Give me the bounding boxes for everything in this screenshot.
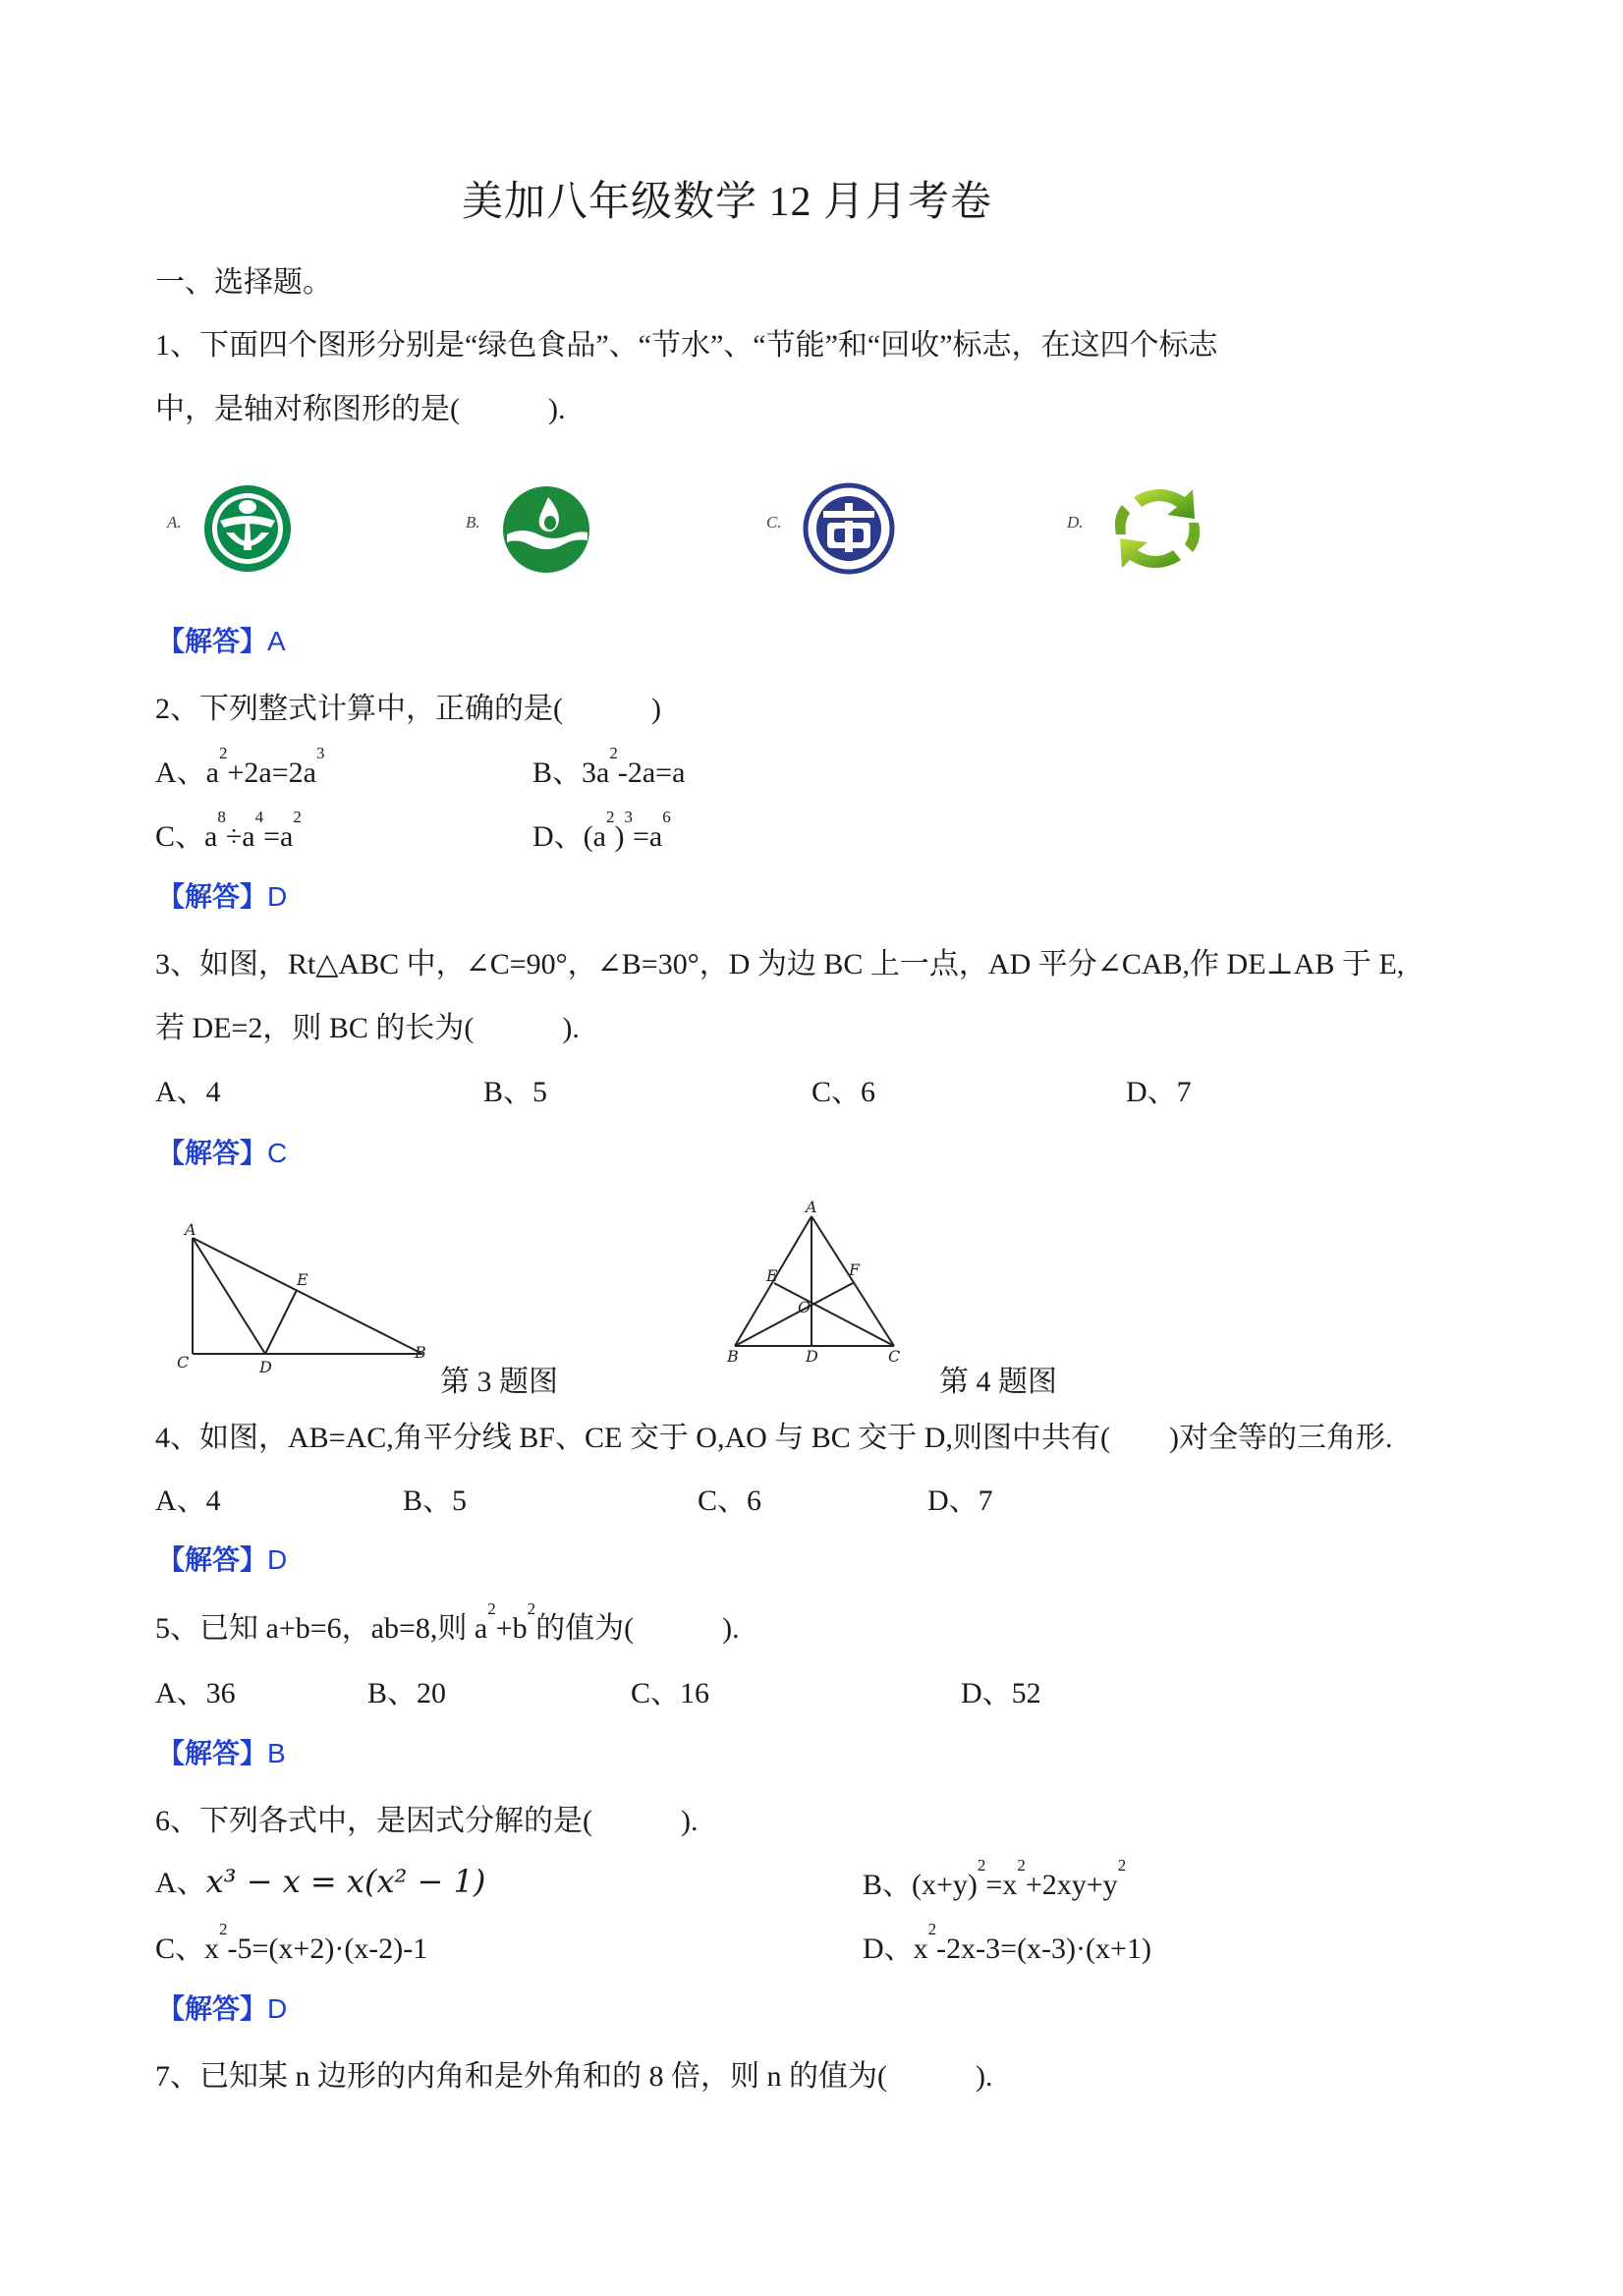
q2c-exp2: 4 (254, 808, 264, 826)
recycle-logo (1104, 477, 1210, 580)
q5-option-d: D、52 (961, 1677, 1041, 1709)
answer-bracket: 【解答】 (157, 626, 268, 656)
q2c-mid: ÷a (225, 820, 255, 853)
q6c-p2: -5=(x+2)·(x-2)-1 (227, 1932, 428, 1965)
answer-bracket: 【解答】 (157, 1138, 268, 1168)
q6-option-b-label: B、 (863, 1869, 913, 1901)
fig4-point-a: A (806, 1201, 817, 1216)
answer-bracket: 【解答】 (157, 1993, 268, 2024)
q1-option-a-label: A. (167, 513, 182, 532)
figure-4-triangle (721, 1201, 918, 1368)
q5-option-a: A、36 (155, 1677, 236, 1709)
q2d-exp3: 6 (662, 808, 671, 826)
q6-option-c (155, 1920, 428, 1967)
q6b-e1: 2 (977, 1856, 986, 1875)
q2d-mid2: =a (632, 820, 663, 853)
q7-stem: 7、已知某 n 边形的内角和是外角和的 8 倍，则 n 的值为( ). (155, 2060, 993, 2093)
q2d-exp2: 3 (624, 808, 633, 826)
fig3-point-a: A (185, 1220, 196, 1239)
q2c-mid2: =a (263, 820, 294, 853)
q5-option-b: B、20 (367, 1677, 447, 1709)
fig3-point-b: B (415, 1343, 426, 1362)
q2a-exp1: 2 (219, 744, 228, 762)
q6d-e1: 2 (927, 1920, 937, 1938)
green-food-logo (200, 481, 299, 576)
q4-answer-value: D (267, 1544, 288, 1575)
q2-option-c (155, 808, 302, 855)
q3-option-a: A、4 (155, 1076, 221, 1108)
q2a-base: a (205, 756, 219, 789)
q4-option-c: C、6 (698, 1484, 762, 1517)
q6-option-c-label: C、 (155, 1932, 205, 1965)
q6b-e2: 2 (1017, 1856, 1026, 1875)
q2-option-a-label: A、 (155, 756, 206, 789)
fig3-point-d: D (259, 1358, 272, 1375)
q2d-mid: ) (614, 820, 625, 853)
energy-saving-logo (802, 481, 896, 576)
q2a-mid: +2a=2a (227, 756, 316, 789)
q6d-p2: -2x-3=(x-3)·(x+1) (936, 1932, 1151, 1965)
q6b-p3: +2xy+y (1025, 1869, 1118, 1901)
fig3-point-e: E (297, 1270, 308, 1289)
q1-option-d-label: D. (1067, 513, 1084, 532)
page-title: 美加八年级数学 12 月月考卷 (462, 180, 993, 225)
water-saving-logo (499, 483, 595, 576)
fig4-point-c: C (888, 1347, 901, 1366)
q6c-e1: 2 (219, 1920, 228, 1938)
q2-answer (157, 875, 287, 915)
q5-answer (157, 1732, 286, 1771)
q4-answer (157, 1539, 287, 1578)
q6c-p1: x (204, 1932, 220, 1965)
q1-answer-value: A (267, 626, 286, 656)
q6b-p2: =x (985, 1869, 1018, 1901)
q2d-base: (a (583, 820, 606, 853)
figure-4-caption: 第 4 题图 (939, 1366, 1057, 1398)
answer-bracket: 【解答】 (157, 881, 268, 912)
q4-stem: 4、如图，AB=AC,角平分线 BF、CE 交于 O,AO 与 BC 交于 D,则图中共有( )对全等的三角形. (155, 1422, 1393, 1454)
q3-option-b: B、5 (483, 1076, 548, 1108)
q2c-exp3: 2 (293, 808, 302, 826)
q4-option-a: A、4 (155, 1484, 221, 1517)
q2-option-d (532, 808, 671, 855)
q2-option-b (532, 744, 686, 791)
q1-option-c-label: C. (766, 513, 782, 532)
fig4-point-e: E (766, 1266, 778, 1285)
q3-answer (157, 1132, 287, 1171)
q6-option-a-math: x³ − x = x(x² − 1) (205, 1863, 486, 1900)
q5-option-c: C、16 (631, 1677, 710, 1709)
fig4-point-o: O (798, 1298, 812, 1316)
q2-stem: 2、下列整式计算中，正确的是( ) (155, 693, 661, 725)
fig4-point-d: D (806, 1347, 818, 1366)
q6b-p1: (x+y) (912, 1869, 978, 1901)
q6b-e3: 2 (1117, 1856, 1127, 1875)
q6-option-a-label: A、 (155, 1867, 206, 1899)
q2a-exp2: 3 (315, 744, 325, 762)
fig4-point-f: F (849, 1260, 861, 1279)
q3-stem-line1: 3、如图，Rt△ABC 中，∠C=90°，∠B=30°，D 为边 BC 上一点，AD 平分∠CAB,作 DE⊥AB 于 E, (155, 948, 1405, 980)
q2-option-c-label: C、 (155, 820, 205, 853)
q2b-exp1: 2 (609, 744, 618, 762)
q6-answer-value: D (267, 1993, 288, 2024)
q5-stem-post: 的值为( ). (535, 1612, 740, 1645)
q5-exp2: 2 (527, 1599, 536, 1618)
q5-stem-mid: +b (495, 1612, 528, 1645)
q4-option-d: D、7 (927, 1484, 993, 1517)
q2b-base: 3a (582, 756, 610, 789)
fig4-point-b: B (727, 1347, 739, 1366)
q6d-p1: x (913, 1932, 928, 1965)
q2c-base: a (204, 820, 218, 853)
q1-stem-line2: 中，是轴对称图形的是( ). (155, 393, 566, 425)
section-heading: 一、选择题。 (155, 266, 332, 299)
q1-stem-line1: 1、下面四个图形分别是“绿色食品”、“节水”、“节能”和“回收”标志，在这四个标志 (155, 329, 1218, 362)
q5-answer-value: B (267, 1738, 286, 1768)
q2-option-d-label: D、 (532, 820, 584, 853)
fig3-point-c: C (177, 1353, 190, 1372)
q3-stem-line2: 若 DE=2，则 BC 的长为( ). (155, 1012, 580, 1044)
q2-answer-value: D (267, 881, 288, 912)
figure-3-caption: 第 3 题图 (440, 1366, 558, 1398)
q2d-exp1: 2 (605, 808, 615, 826)
q6-option-d-label: D、 (863, 1932, 914, 1965)
figure-3-triangle (169, 1218, 444, 1375)
q3-answer-value: C (267, 1138, 288, 1168)
q2b-mid: -2a=a (617, 756, 686, 789)
q5-stem-pre: 5、已知 a+b=6，ab=8,则 a (155, 1612, 488, 1645)
answer-bracket: 【解答】 (157, 1738, 268, 1768)
q6-option-a (155, 1858, 485, 1901)
q3-option-c: C、6 (812, 1076, 876, 1108)
q2-option-a (155, 744, 325, 791)
answer-bracket: 【解答】 (157, 1544, 268, 1575)
q6-answer (157, 1988, 287, 2027)
q1-option-b-label: B. (466, 513, 480, 532)
q1-answer (157, 620, 286, 659)
q4-option-b: B、5 (403, 1484, 468, 1517)
q5-exp1: 2 (487, 1599, 496, 1618)
q6-option-b (863, 1856, 1127, 1903)
q5-stem (155, 1599, 740, 1647)
q2c-exp1: 8 (217, 808, 226, 826)
q6-stem: 6、下列各式中，是因式分解的是( ). (155, 1805, 699, 1837)
q6-option-d (863, 1920, 1151, 1967)
q3-option-d: D、7 (1126, 1076, 1192, 1108)
q2-option-b-label: B、 (532, 756, 583, 789)
